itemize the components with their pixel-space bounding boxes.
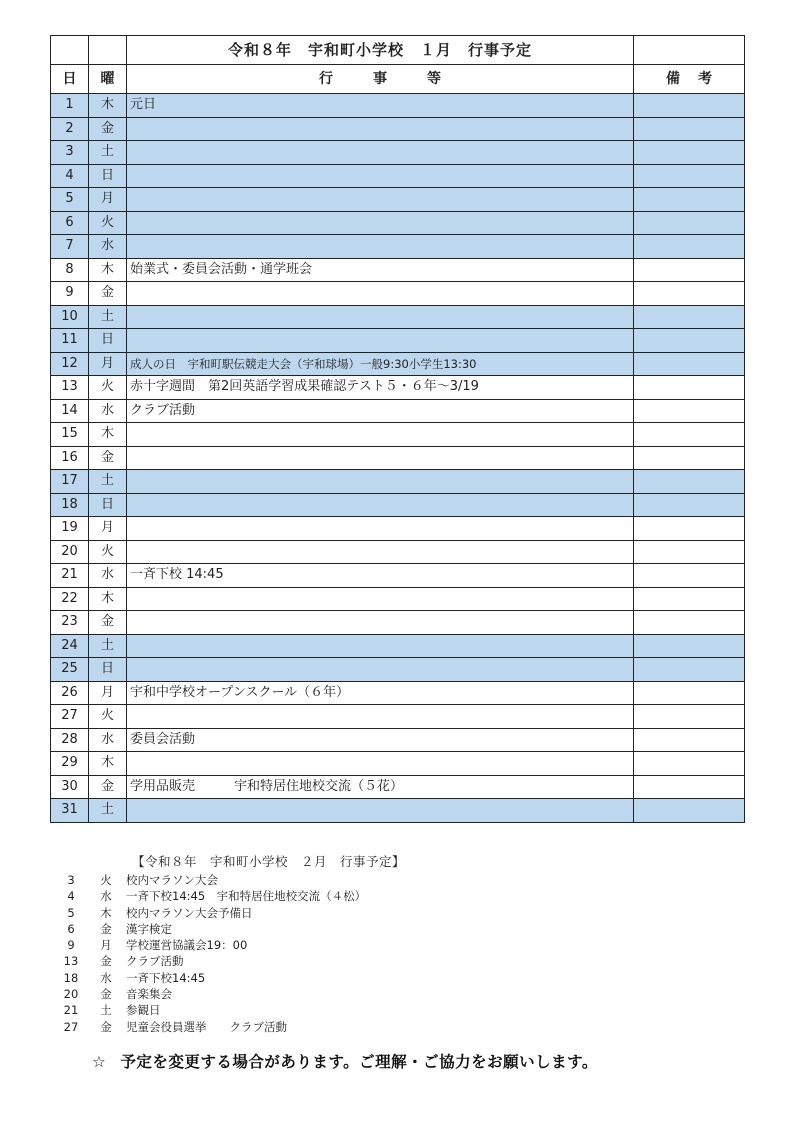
note-cell: [634, 658, 745, 682]
day-cell: 29: [51, 752, 89, 776]
event-cell: クラブ活動: [127, 399, 634, 423]
table-row: [51, 799, 745, 823]
day-cell: 27: [51, 705, 89, 729]
star-icon: ☆: [92, 1053, 107, 1071]
feb-weekday: 月: [100, 938, 112, 953]
event-cell: [127, 540, 634, 564]
event-cell: [127, 611, 634, 635]
feb-day: 27: [63, 1019, 79, 1034]
weekday-cell: 月: [89, 352, 127, 376]
feb-event: 一斉下校14:45: [126, 970, 206, 985]
weekday-cell: 月: [89, 188, 127, 212]
list-item: [60, 1002, 740, 1018]
day-cell: 6: [51, 211, 89, 235]
day-cell: 2: [51, 117, 89, 141]
title-row: [51, 36, 745, 65]
list-item: [60, 1019, 740, 1035]
note-cell: [634, 117, 745, 141]
weekday-cell: 日: [89, 329, 127, 353]
weekday-cell: 火: [89, 376, 127, 400]
header-events: 行事等: [127, 65, 634, 94]
table-row: [51, 211, 745, 235]
header-notes: 備考: [634, 65, 745, 94]
note-cell: [634, 634, 745, 658]
feb-day: 13: [63, 954, 79, 969]
event-cell: 赤十字週間 第2回英語学習成果確認テスト５・６年～3/19: [127, 376, 634, 400]
day-cell: 9: [51, 282, 89, 306]
weekday-cell: 金: [89, 282, 127, 306]
day-cell: 3: [51, 141, 89, 165]
header-day: 日: [51, 65, 89, 94]
event-cell: [127, 164, 634, 188]
event-cell: 学用品販売 宇和特居住地校交流（５花）: [127, 775, 634, 799]
weekday-cell: 木: [89, 587, 127, 611]
feb-weekday: 水: [100, 970, 112, 985]
feb-event: 校内マラソン大会: [126, 873, 218, 887]
note-cell: [634, 517, 745, 541]
table-row: [51, 329, 745, 353]
note-cell: [634, 211, 745, 235]
day-cell: 23: [51, 611, 89, 635]
event-cell: 成人の日 宇和町駅伝競走大会（宇和球場）一般9:30小学生13:30: [127, 352, 634, 376]
weekday-cell: 土: [89, 799, 127, 823]
note-cell: [634, 376, 745, 400]
day-cell: 1: [51, 94, 89, 118]
table-row: [51, 164, 745, 188]
weekday-cell: 火: [89, 540, 127, 564]
event-cell: [127, 446, 634, 470]
title-blank-day: [51, 36, 89, 65]
note-cell: [634, 329, 745, 353]
day-cell: 28: [51, 728, 89, 752]
footnote-text: 予定を変更する場合があります。ご理解・ご協力をお願いします。: [120, 1053, 598, 1071]
table-row: [51, 775, 745, 799]
weekday-cell: 火: [89, 705, 127, 729]
event-cell: [127, 493, 634, 517]
note-cell: [634, 282, 745, 306]
weekday-cell: 水: [89, 235, 127, 259]
table-row: [51, 235, 745, 259]
day-cell: 20: [51, 540, 89, 564]
table-row: [51, 728, 745, 752]
feb-weekday: 金: [100, 954, 112, 969]
header-dow: 曜: [89, 65, 127, 94]
feb-day: 5: [67, 905, 75, 920]
note-cell: [634, 611, 745, 635]
weekday-cell: 水: [89, 399, 127, 423]
note-cell: [634, 352, 745, 376]
table-row: [51, 587, 745, 611]
table-row: [51, 705, 745, 729]
table-row: [51, 117, 745, 141]
weekday-cell: 月: [89, 517, 127, 541]
feb-day: 18: [63, 970, 79, 985]
day-cell: 21: [51, 564, 89, 588]
day-cell: 31: [51, 799, 89, 823]
note-cell: [634, 188, 745, 212]
weekday-cell: 日: [89, 658, 127, 682]
day-cell: 8: [51, 258, 89, 282]
weekday-cell: 土: [89, 141, 127, 165]
feb-weekday: 木: [100, 905, 112, 920]
january-schedule-table: [50, 35, 745, 823]
event-cell: [127, 235, 634, 259]
weekday-cell: 木: [89, 94, 127, 118]
list-item: [60, 937, 740, 953]
day-cell: 7: [51, 235, 89, 259]
february-schedule: [60, 852, 740, 1035]
event-cell: 一斉下校 14:45: [127, 564, 634, 588]
table-row: [51, 658, 745, 682]
event-cell: [127, 634, 634, 658]
event-cell: [127, 752, 634, 776]
table-row: [51, 282, 745, 306]
event-cell: [127, 799, 634, 823]
table-row: [51, 188, 745, 212]
list-item: [60, 953, 740, 969]
note-cell: [634, 399, 745, 423]
feb-weekday: 金: [100, 1019, 112, 1034]
list-item: [60, 921, 740, 937]
table-row: [51, 493, 745, 517]
feb-event: 児童会役員選挙 クラブ活動: [126, 1019, 287, 1034]
feb-weekday: 土: [100, 1003, 112, 1018]
february-list: [60, 872, 740, 1035]
note-cell: [634, 681, 745, 705]
list-item: [60, 970, 740, 986]
table-row: [51, 540, 745, 564]
table-row: [51, 376, 745, 400]
table-row: [51, 564, 745, 588]
note-cell: [634, 470, 745, 494]
event-cell: [127, 423, 634, 447]
note-cell: [634, 705, 745, 729]
list-item: [60, 872, 740, 888]
table-row: [51, 446, 745, 470]
weekday-cell: 木: [89, 423, 127, 447]
table-row: [51, 423, 745, 447]
feb-weekday: 金: [100, 921, 112, 936]
event-cell: [127, 188, 634, 212]
weekday-cell: 木: [89, 258, 127, 282]
list-item: [60, 905, 740, 921]
day-cell: 12: [51, 352, 89, 376]
weekday-cell: 木: [89, 752, 127, 776]
feb-event: 校内マラソン大会予備日: [126, 905, 253, 920]
feb-event: 一斉下校14:45 宇和特居住地校交流（４松）: [126, 889, 367, 904]
table-row: [51, 305, 745, 329]
event-cell: [127, 117, 634, 141]
note-cell: [634, 141, 745, 165]
note-cell: [634, 164, 745, 188]
note-cell: [634, 587, 745, 611]
page-title: 令和８年 宇和町小学校 １月 行事予定: [127, 36, 634, 65]
weekday-cell: 土: [89, 634, 127, 658]
table-row: [51, 470, 745, 494]
table-row: [51, 611, 745, 635]
feb-weekday: 金: [100, 987, 112, 1002]
event-cell: [127, 517, 634, 541]
february-title: 【令和８年 宇和町小学校 ２月 行事予定】: [132, 854, 406, 869]
note-cell: [634, 728, 745, 752]
header-row: [51, 65, 745, 94]
day-cell: 22: [51, 587, 89, 611]
weekday-cell: 月: [89, 681, 127, 705]
weekday-cell: 金: [89, 117, 127, 141]
feb-event: 学校運営協議会19：00: [126, 938, 248, 953]
feb-event: 音楽集会: [126, 987, 172, 1002]
event-cell: [127, 587, 634, 611]
title-blank-note: [634, 36, 745, 65]
table-row: [51, 399, 745, 423]
weekday-cell: 金: [89, 611, 127, 635]
table-row: [51, 352, 745, 376]
note-cell: [634, 258, 745, 282]
event-cell: [127, 705, 634, 729]
weekday-cell: 水: [89, 564, 127, 588]
list-item: [60, 888, 740, 904]
note-cell: [634, 493, 745, 517]
day-cell: 4: [51, 164, 89, 188]
note-cell: [634, 235, 745, 259]
table-row: [51, 94, 745, 118]
event-cell: [127, 282, 634, 306]
day-cell: 16: [51, 446, 89, 470]
note-cell: [634, 305, 745, 329]
feb-day: 21: [63, 1003, 79, 1018]
table-row: [51, 752, 745, 776]
feb-event: 参観日: [126, 1003, 161, 1018]
weekday-cell: 日: [89, 493, 127, 517]
weekday-cell: 火: [89, 211, 127, 235]
feb-weekday: 水: [100, 889, 112, 904]
day-cell: 14: [51, 399, 89, 423]
event-cell: 元日: [127, 94, 634, 118]
note-cell: [634, 752, 745, 776]
day-cell: 19: [51, 517, 89, 541]
table-row: [51, 517, 745, 541]
note-cell: [634, 799, 745, 823]
day-cell: 25: [51, 658, 89, 682]
day-cell: 13: [51, 376, 89, 400]
weekday-cell: 土: [89, 470, 127, 494]
weekday-cell: 土: [89, 305, 127, 329]
feb-day: 3: [67, 873, 75, 887]
feb-weekday: 火: [100, 873, 112, 887]
footnote: [92, 1050, 732, 1072]
note-cell: [634, 775, 745, 799]
weekday-cell: 水: [89, 728, 127, 752]
note-cell: [634, 423, 745, 447]
note-cell: [634, 94, 745, 118]
event-cell: 始業式・委員会活動・通学班会: [127, 258, 634, 282]
note-cell: [634, 564, 745, 588]
day-cell: 5: [51, 188, 89, 212]
day-cell: 17: [51, 470, 89, 494]
event-cell: 宇和中学校オープンスクール（６年）: [127, 681, 634, 705]
weekday-cell: 金: [89, 775, 127, 799]
list-item: [60, 986, 740, 1002]
title-blank-dow: [89, 36, 127, 65]
note-cell: [634, 446, 745, 470]
feb-day: 4: [67, 889, 75, 904]
day-cell: 26: [51, 681, 89, 705]
table-row: [51, 141, 745, 165]
day-cell: 24: [51, 634, 89, 658]
table-row: [51, 258, 745, 282]
feb-day: 20: [63, 987, 79, 1002]
day-cell: 30: [51, 775, 89, 799]
feb-event: 漢字検定: [126, 921, 172, 936]
feb-event: クラブ活動: [126, 954, 184, 969]
feb-day: 9: [67, 938, 75, 953]
event-cell: [127, 658, 634, 682]
weekday-cell: 日: [89, 164, 127, 188]
day-cell: 10: [51, 305, 89, 329]
feb-day: 6: [67, 921, 75, 936]
day-cell: 18: [51, 493, 89, 517]
weekday-cell: 金: [89, 446, 127, 470]
event-cell: [127, 211, 634, 235]
note-cell: [634, 540, 745, 564]
day-cell: 15: [51, 423, 89, 447]
event-cell: [127, 470, 634, 494]
day-cell: 11: [51, 329, 89, 353]
event-cell: 委員会活動: [127, 728, 634, 752]
event-cell: [127, 329, 634, 353]
event-cell: [127, 141, 634, 165]
event-cell: [127, 305, 634, 329]
table-row: [51, 634, 745, 658]
table-row: [51, 681, 745, 705]
